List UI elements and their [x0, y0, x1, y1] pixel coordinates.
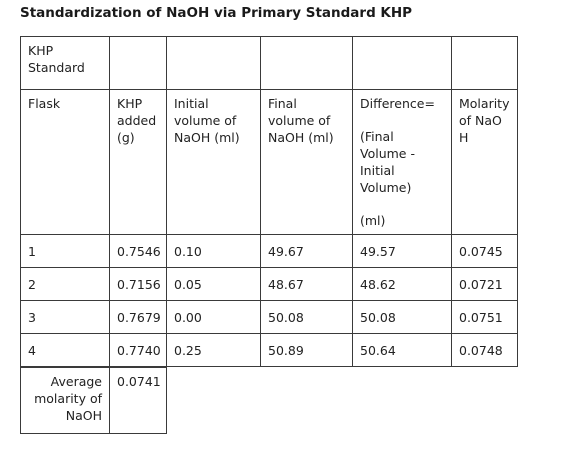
- section-label-cell: [20, 36, 110, 90]
- initial-value: 0.10: [174, 243, 202, 259]
- cell-khp: [109, 300, 167, 334]
- final-value: 49.67: [268, 243, 304, 259]
- molarity-value: 0.0751: [459, 309, 503, 325]
- molarity-value: 0.0748: [459, 342, 503, 358]
- header-khp-label: KHP added (g): [117, 96, 157, 145]
- difference-value: 50.08: [360, 309, 396, 325]
- header-khp: [109, 89, 167, 235]
- molarity-value: 0.0745: [459, 243, 503, 259]
- cell-difference: [352, 333, 452, 367]
- cell-initial: [166, 333, 261, 367]
- flask-value: 3: [28, 309, 36, 325]
- cell-initial: [166, 234, 261, 268]
- khp-value: 0.7740: [117, 342, 161, 358]
- cell-difference: [352, 267, 452, 301]
- cell-final: [260, 267, 353, 301]
- header-difference-label: Difference=: [360, 96, 435, 111]
- cell-final: [260, 300, 353, 334]
- cell-final: [260, 234, 353, 268]
- molarity-value: 0.0721: [459, 276, 503, 292]
- cell-flask: [20, 300, 110, 334]
- cell-flask: [20, 234, 110, 268]
- cell-molarity: [451, 234, 518, 268]
- section-label: KHP Standard: [28, 43, 85, 75]
- cell-initial: [166, 300, 261, 334]
- empty-cell: [260, 36, 353, 90]
- cell-molarity: [451, 300, 518, 334]
- flask-value: 2: [28, 276, 36, 292]
- initial-value: 0.25: [174, 342, 202, 358]
- cell-final: [260, 333, 353, 367]
- header-molarity-label: Molarity of NaOH: [459, 96, 510, 145]
- header-final-volume: [260, 89, 353, 235]
- header-molarity: [451, 89, 518, 235]
- header-difference-unit: (ml): [360, 213, 386, 228]
- difference-value: 48.62: [360, 276, 396, 292]
- flask-value: 4: [28, 342, 36, 358]
- header-flask: [20, 89, 110, 235]
- average-label-cell: [20, 367, 110, 434]
- cell-flask: [20, 333, 110, 367]
- header-flask-label: Flask: [28, 96, 61, 111]
- page-title: Standardization of NaOH via Primary Standard KHP: [20, 5, 413, 21]
- difference-value: 50.64: [360, 342, 396, 358]
- final-value: 48.67: [268, 276, 304, 292]
- khp-value: 0.7546: [117, 243, 161, 259]
- cell-khp: [109, 234, 167, 268]
- header-difference-formula: (Final Volume -Initial Volume): [360, 129, 415, 195]
- average-value: 0.0741: [117, 374, 161, 389]
- empty-cell: [352, 36, 452, 90]
- empty-cell: [451, 36, 518, 90]
- khp-value: 0.7156: [117, 276, 161, 292]
- cell-khp: [109, 333, 167, 367]
- cell-initial: [166, 267, 261, 301]
- empty-cell: [166, 36, 261, 90]
- header-initial-label: Initial volume of NaOH (ml): [174, 96, 240, 145]
- header-difference: [352, 89, 452, 235]
- cell-flask: [20, 267, 110, 301]
- header-final-label: Final volume of NaOH (ml): [268, 96, 334, 145]
- initial-value: 0.05: [174, 276, 202, 292]
- final-value: 50.08: [268, 309, 304, 325]
- cell-difference: [352, 234, 452, 268]
- header-initial-volume: [166, 89, 261, 235]
- cell-molarity: [451, 333, 518, 367]
- cell-molarity: [451, 267, 518, 301]
- average-label: Average molarity of NaOH: [34, 374, 102, 423]
- final-value: 50.89: [268, 342, 304, 358]
- average-value-cell: [109, 367, 167, 434]
- empty-cell: [109, 36, 167, 90]
- cell-khp: [109, 267, 167, 301]
- flask-value: 1: [28, 243, 36, 259]
- khp-value: 0.7679: [117, 309, 161, 325]
- difference-value: 49.57: [360, 243, 396, 259]
- cell-difference: [352, 300, 452, 334]
- initial-value: 0.00: [174, 309, 202, 325]
